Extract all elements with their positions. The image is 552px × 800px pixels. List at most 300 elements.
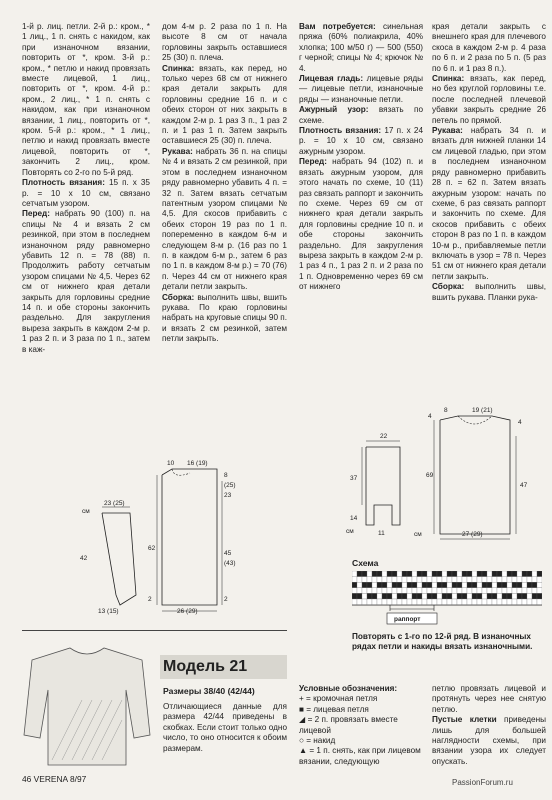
label-h2b: 2 bbox=[224, 596, 228, 603]
label-cm-2: см bbox=[346, 528, 354, 535]
chart-cell bbox=[402, 571, 407, 577]
chart-cell bbox=[482, 593, 487, 599]
chart-cell bbox=[432, 582, 437, 588]
chart-cell bbox=[427, 571, 432, 577]
legend bbox=[299, 684, 423, 767]
chart-cell bbox=[472, 599, 477, 605]
label-cm: см bbox=[82, 508, 90, 515]
diagram-3-svg bbox=[410, 402, 550, 542]
chart-cell bbox=[427, 577, 432, 583]
label-top-right-3: 19 (21) bbox=[472, 407, 493, 414]
section-divider bbox=[22, 630, 287, 631]
chart-cell bbox=[397, 571, 402, 577]
label-d25: (25) bbox=[224, 482, 236, 489]
chart-cell bbox=[457, 588, 462, 594]
chart-cell bbox=[367, 599, 372, 605]
chart-cell bbox=[412, 593, 417, 599]
chart-cell bbox=[467, 582, 472, 588]
chart-cell bbox=[512, 582, 517, 588]
chart-cell bbox=[457, 582, 462, 588]
chart-cell bbox=[442, 599, 447, 605]
density-text: 15 п. х 35 р. = 10 х 10 см, связано сетчатым узором. bbox=[22, 178, 150, 208]
chart-cell bbox=[457, 599, 462, 605]
label-h14: 14 bbox=[350, 515, 358, 522]
chart-cell bbox=[437, 571, 442, 577]
chart-cell bbox=[402, 593, 407, 599]
chart-cell bbox=[487, 588, 492, 594]
chart-cell bbox=[537, 593, 542, 599]
chart-cell bbox=[367, 571, 372, 577]
chart-cell bbox=[517, 577, 522, 583]
repeat-instructions: Повторять с 1-го по 12-й ряд. В изнаночных рядах петли и накиды вязать изнаночными. bbox=[352, 632, 533, 652]
chart-cell bbox=[492, 577, 497, 583]
front-text-2: набрать 94 (102) п. и вязать ажурным узором, для этого начать по схеме, 10 (11) раз связать раппорт и закончить по схеме. Через 69 см от нижнего края детали закрыть для горловины средние 10 п. и обе стороны закончить раздельно. Для закругления выреза закрыть в каждом 2-м р. 1 раз 4 п., 1 раз 2 п. и 2 раза по 1 п. Одновременно через 69 см от нижнего bbox=[299, 157, 423, 292]
yarn-heading: Вам потребуется: bbox=[299, 22, 376, 31]
chart-cell bbox=[362, 571, 367, 577]
chart-cell bbox=[377, 582, 382, 588]
chart-cell bbox=[522, 588, 527, 594]
chart-cell bbox=[362, 582, 367, 588]
label-d8: 8 bbox=[224, 472, 228, 479]
chart-cell bbox=[477, 582, 482, 588]
chart-cell bbox=[377, 571, 382, 577]
chart-cell bbox=[507, 593, 512, 599]
model-sizes: Размеры 38/40 (42/44) bbox=[163, 686, 255, 696]
label-w11: 11 bbox=[378, 530, 385, 537]
model-note: Отличающиеся данные для размера 42/44 приведены в скобках. Если стоит только одно число, то оно относится к обоим размерам. bbox=[163, 702, 287, 753]
chart-cell bbox=[487, 577, 492, 583]
chart-cell bbox=[472, 571, 477, 577]
chart-cell bbox=[512, 571, 517, 577]
chart-cell bbox=[482, 588, 487, 594]
chart-cell bbox=[362, 577, 367, 583]
chart-cell bbox=[462, 588, 467, 594]
chart-cell bbox=[422, 571, 427, 577]
legend-slip-continued: петлю провязать лицевой и протянуть через нее снятую петлю. bbox=[432, 684, 546, 714]
chart-cell bbox=[367, 582, 372, 588]
sweater-outline bbox=[24, 648, 150, 765]
magazine-name: VERENA 8/97 bbox=[33, 774, 87, 784]
label-h42: 42 bbox=[80, 555, 88, 562]
label-h37: 37 bbox=[350, 475, 358, 482]
chart-cell bbox=[387, 582, 392, 588]
chart-cell bbox=[352, 571, 357, 577]
chart-cell bbox=[457, 571, 462, 577]
stitch-chart-svg bbox=[352, 571, 542, 629]
chart-cell bbox=[392, 593, 397, 599]
chart-cell bbox=[352, 582, 357, 588]
chart-cell bbox=[432, 577, 437, 583]
chart-cell bbox=[512, 599, 517, 605]
chart-cell bbox=[437, 577, 442, 583]
chart-cell bbox=[397, 599, 402, 605]
chart-cell bbox=[422, 593, 427, 599]
chart-cell bbox=[392, 577, 397, 583]
chart-cell bbox=[477, 577, 482, 583]
chart-cell bbox=[477, 593, 482, 599]
chart-cell bbox=[417, 588, 422, 594]
chart-cell bbox=[437, 593, 442, 599]
chart-cell bbox=[422, 577, 427, 583]
chart-cell bbox=[467, 577, 472, 583]
text-column-4 bbox=[432, 22, 546, 303]
chart-cell bbox=[537, 588, 542, 594]
chart-cell bbox=[392, 588, 397, 594]
chart-cell bbox=[407, 599, 412, 605]
chart-cell bbox=[497, 571, 502, 577]
chart-cell bbox=[522, 571, 527, 577]
sweater-svg bbox=[22, 640, 152, 770]
site-watermark: PassionForum.ru bbox=[452, 778, 513, 787]
chart-cell bbox=[482, 577, 487, 583]
page-footer bbox=[22, 774, 86, 784]
chart-cell bbox=[517, 571, 522, 577]
chart-cell bbox=[432, 599, 437, 605]
sweater-illustration bbox=[22, 640, 152, 770]
chart-cell bbox=[427, 599, 432, 605]
chart-cell bbox=[382, 571, 387, 577]
sleeve-outline-2 bbox=[366, 447, 400, 525]
front-heading-2: Перед: bbox=[299, 157, 327, 167]
legend-slip-stitch: ▲ = 1 п. снять, как при лицевом вязании, следующую bbox=[299, 746, 421, 766]
chart-cell bbox=[447, 588, 452, 594]
chart-cell bbox=[512, 588, 517, 594]
chart-cell bbox=[532, 599, 537, 605]
label-h2a: 2 bbox=[148, 596, 152, 603]
chart-cell bbox=[352, 588, 357, 594]
density-heading: Плотность вязания: bbox=[22, 178, 105, 188]
label-top-left-3: 8 bbox=[444, 407, 448, 414]
schema-title: Схема bbox=[352, 558, 379, 568]
chart-cell bbox=[407, 588, 412, 594]
chart-cell bbox=[532, 593, 537, 599]
chart-cell bbox=[527, 599, 532, 605]
chart-cell bbox=[417, 571, 422, 577]
chart-cell bbox=[477, 571, 482, 577]
chart-grid bbox=[352, 571, 542, 605]
chart-cell bbox=[422, 599, 427, 605]
chart-cell bbox=[482, 599, 487, 605]
chart-cell bbox=[447, 593, 452, 599]
label-bottom-body: 26 (29) bbox=[177, 608, 198, 615]
chart-cell bbox=[512, 593, 517, 599]
chart-cell bbox=[492, 582, 497, 588]
chart-cell bbox=[497, 582, 502, 588]
pattern-diagram-2 bbox=[308, 425, 408, 540]
chart-cell bbox=[492, 571, 497, 577]
chart-cell bbox=[487, 571, 492, 577]
chart-cell bbox=[362, 588, 367, 594]
chart-cell bbox=[367, 577, 372, 583]
chart-cell bbox=[377, 577, 382, 583]
front-paragraph bbox=[22, 209, 150, 355]
chart-cell bbox=[357, 593, 362, 599]
chart-cell bbox=[432, 571, 437, 577]
assembly-paragraph bbox=[162, 293, 287, 345]
chart-cell bbox=[537, 599, 542, 605]
legend-edge-stitch: + = кромочная петля bbox=[299, 694, 378, 704]
assembly-paragraph-2 bbox=[432, 282, 546, 303]
chart-cell bbox=[472, 577, 477, 583]
chart-cell bbox=[522, 593, 527, 599]
chart-cell bbox=[372, 599, 377, 605]
legend-continued bbox=[432, 684, 546, 767]
front-continued: дом 4-м р. 2 раза по 1 п. На высоте 8 см от начала горловины закрыть оставшиеся 25 (30) п. плеча. bbox=[162, 22, 287, 63]
chart-cell bbox=[462, 577, 467, 583]
chart-cell bbox=[517, 588, 522, 594]
chart-cell bbox=[537, 577, 542, 583]
chart-cell bbox=[537, 571, 542, 577]
legend-title: Условные обозначения: bbox=[299, 684, 398, 693]
label-h69: 69 bbox=[426, 472, 434, 479]
chart-cell bbox=[372, 588, 377, 594]
label-width: 23 (25) bbox=[104, 500, 125, 507]
chart-cell bbox=[357, 588, 362, 594]
assembly-text-2: выполнить швы, вшить рукава. Планки рука- bbox=[432, 282, 546, 302]
density-paragraph-2 bbox=[299, 126, 423, 157]
diagram-1-svg bbox=[72, 455, 242, 615]
chart-cell bbox=[407, 593, 412, 599]
chart-cell bbox=[517, 593, 522, 599]
chart-cell bbox=[437, 582, 442, 588]
chart-cell bbox=[427, 588, 432, 594]
page-number: 46 bbox=[22, 774, 32, 784]
chart-cell bbox=[467, 571, 472, 577]
pattern-paragraph: 1-й р. лиц. петли. 2-й р.: кром., * 1 лиц., 1 п. снять с накидом, как при изнаночном вязании, повторить от *, кром. 3-й р.: кром., * петлю и накид провязать вместе лицевой, 1 лиц., повторить от *, кром. 4-й р.: кром., 2 лиц., * 1 п. снять с накидом, как при изнаночном вязании, 1 лиц., повторить от *, кром. 5-й р.: кром., * 1 лиц., петлю и накид провязать вместе лицевой, повторить от *, закончить 2 лиц., кром. Повторять со 2-го по 5-й ряд. bbox=[22, 22, 150, 177]
repeat-label: раппорт bbox=[394, 616, 421, 623]
chart-cell bbox=[402, 588, 407, 594]
chart-cell bbox=[462, 582, 467, 588]
chart-cell bbox=[517, 582, 522, 588]
chart-cell bbox=[432, 588, 437, 594]
chart-cell bbox=[412, 571, 417, 577]
chart-cell bbox=[472, 582, 477, 588]
back-heading: Спинка: bbox=[162, 63, 195, 73]
text-column-2 bbox=[162, 22, 287, 345]
lace-paragraph bbox=[299, 105, 423, 126]
chart-cell bbox=[387, 577, 392, 583]
yarn-paragraph bbox=[299, 22, 423, 74]
chart-cell bbox=[452, 582, 457, 588]
front-heading: Перед: bbox=[22, 209, 50, 219]
chart-cell bbox=[417, 599, 422, 605]
front-paragraph-2 bbox=[299, 157, 423, 292]
label-h45: 45 bbox=[224, 550, 232, 557]
chart-cell bbox=[447, 582, 452, 588]
chart-cell bbox=[397, 577, 402, 583]
legend-empty-cells bbox=[432, 715, 546, 767]
chart-cell bbox=[522, 599, 527, 605]
chart-cell bbox=[447, 577, 452, 583]
chart-cell bbox=[452, 593, 457, 599]
chart-cell bbox=[477, 599, 482, 605]
chart-cell bbox=[502, 588, 507, 594]
text-column-3 bbox=[299, 22, 423, 293]
chart-cell bbox=[407, 571, 412, 577]
chart-cell bbox=[407, 577, 412, 583]
back-text: вязать, как перед, но только через 68 см от нижнего края детали закрыть для горловины средние 16 п. и с обеих сторон от них закрыть в каждом 2-м р. 1 раз 3 п., 1 раз 2 п. и 1 раз 1 п. Затем закрыть оставшиеся 25 (30) п. плеча. bbox=[162, 63, 287, 146]
chart-cell bbox=[382, 582, 387, 588]
chart-cell bbox=[367, 588, 372, 594]
chart-cell bbox=[442, 577, 447, 583]
stitch-chart bbox=[352, 571, 542, 629]
assembly-heading-2: Сборка: bbox=[432, 282, 465, 292]
chart-cell bbox=[422, 582, 427, 588]
assembly-text: выполнить швы, вшить рукава. По краю горловины набрать на круговые спицы 90 п. и вязать 2 см резинкой, затем петли закрыть. bbox=[162, 292, 287, 344]
legend-empty-heading: Пустые клетки bbox=[432, 715, 497, 725]
chart-cell bbox=[412, 599, 417, 605]
chart-cell bbox=[377, 593, 382, 599]
chart-cell bbox=[387, 588, 392, 594]
chart-cell bbox=[492, 588, 497, 594]
chart-cell bbox=[522, 577, 527, 583]
chart-cell bbox=[482, 582, 487, 588]
chart-cell bbox=[372, 582, 377, 588]
chart-cell bbox=[417, 582, 422, 588]
chart-cell bbox=[502, 593, 507, 599]
chart-cell bbox=[527, 582, 532, 588]
sleeve-text: набрать 36 п. на спицы № 4 и вязать 2 см резинкой, при этом в последнем изнаночном ряду равномерно убавить 4 п. = 32 п. Затем вязать сетчатым патентным узором спицами № 4,5. Для скосов прибавить с обеих сторон 19 раз по 1 п. попеременно в каждом 6-м и следующем 8-м р. (16 раз по 1 п. в каждом 6-м р., затем 6 раз по 1 п. в каждом 8-м р.) = 70 (76) п. Через 44 см от нижнего края детали петли закрыть. bbox=[162, 146, 287, 292]
chart-cell bbox=[537, 582, 542, 588]
label-h62: 62 bbox=[148, 545, 156, 552]
stockinette-paragraph bbox=[299, 74, 423, 105]
chart-cell bbox=[502, 582, 507, 588]
label-top-right: 16 (19) bbox=[187, 460, 208, 467]
chart-cell bbox=[447, 599, 452, 605]
lace-heading: Ажурный узор: bbox=[299, 105, 369, 115]
chart-cell bbox=[442, 593, 447, 599]
chart-cell bbox=[352, 599, 357, 605]
label-top-left: 10 bbox=[167, 460, 175, 467]
sleeve-heading: Рукава: bbox=[162, 146, 193, 156]
chart-cell bbox=[397, 593, 402, 599]
chart-cell bbox=[377, 588, 382, 594]
chart-cell bbox=[497, 599, 502, 605]
model-title: Модель 21 bbox=[163, 658, 248, 675]
chart-cell bbox=[502, 599, 507, 605]
chart-cell bbox=[417, 577, 422, 583]
chart-cell bbox=[497, 593, 502, 599]
chart-cell bbox=[427, 593, 432, 599]
chart-cell bbox=[462, 593, 467, 599]
back-heading-2: Спинка: bbox=[432, 74, 465, 84]
sleeve-paragraph bbox=[162, 147, 287, 293]
chart-cell bbox=[397, 582, 402, 588]
chart-cell bbox=[437, 599, 442, 605]
chart-cell bbox=[532, 588, 537, 594]
legend-empty-text: приведены лишь для большей наглядности схемы, при вязании узора их следует опускать. bbox=[432, 715, 546, 766]
chart-cell bbox=[357, 571, 362, 577]
label-bottom-3: 27 (29) bbox=[462, 531, 483, 538]
chart-cell bbox=[387, 599, 392, 605]
chart-cell bbox=[417, 593, 422, 599]
chart-cell bbox=[402, 582, 407, 588]
front-text: набрать 90 (100) п. на спицы № 4 и вязать 2 см резинкой, при этом в последнем изнаночном ряду равномерно убавить 12 п. = 78 (88) п. Продолжить работу сетчатым узором спицами № 4,5. Через 62 см от нижнего края детали закрыть для горловины средние 14 п. и обе стороны закончить раздельно. Для закругления выреза закрыть в каждом 2-м р. 1 раз 2 п. и 3 раза по 1 п., затем в каж- bbox=[22, 209, 150, 354]
neckline bbox=[172, 469, 190, 475]
chart-cell bbox=[517, 599, 522, 605]
back-paragraph-2 bbox=[432, 74, 546, 126]
chart-cell bbox=[372, 571, 377, 577]
chart-cell bbox=[427, 582, 432, 588]
chart-cell bbox=[507, 582, 512, 588]
chart-cell bbox=[387, 593, 392, 599]
chart-cell bbox=[507, 588, 512, 594]
chart-cell bbox=[497, 577, 502, 583]
label-d23: 23 bbox=[224, 492, 232, 499]
chart-cell bbox=[412, 588, 417, 594]
chart-cell bbox=[487, 593, 492, 599]
pattern-diagram-1 bbox=[72, 455, 242, 615]
chart-cell bbox=[477, 588, 482, 594]
chart-cell bbox=[452, 577, 457, 583]
chart-cell bbox=[392, 582, 397, 588]
chart-cell bbox=[382, 593, 387, 599]
chart-cell bbox=[502, 577, 507, 583]
chart-cell bbox=[452, 599, 457, 605]
chart-cell bbox=[457, 577, 462, 583]
assembly-heading: Сборка: bbox=[162, 292, 195, 302]
chart-cell bbox=[497, 588, 502, 594]
sleeve-text-2: набрать 34 п. и вязать для нижней планки 14 см лицевой гладью, при этом в последнем изнаночном ряду равномерно прибавить 28 п. = 62 п. Затем вязать ажурным узором: начать по схеме, 6 раз связать раппорт и закончить по схеме. Для скосов прибавить с обеих сторон 8 раз по 1 п. в каждом 10-м р., прибавляемые петли включать в узор = 78 п. Через 51 см от нижнего края детали петли закрыть. bbox=[432, 126, 546, 281]
chart-cell bbox=[442, 571, 447, 577]
chart-cell bbox=[362, 593, 367, 599]
label-h43: (43) bbox=[224, 560, 236, 567]
body-outline bbox=[162, 469, 217, 605]
chart-cell bbox=[492, 593, 497, 599]
chart-cell bbox=[387, 571, 392, 577]
chart-cell bbox=[392, 571, 397, 577]
label-d4b: 4 bbox=[518, 419, 522, 426]
chart-cell bbox=[452, 588, 457, 594]
neckline-2 bbox=[458, 416, 492, 424]
chart-cell bbox=[512, 577, 517, 583]
body-outline-2 bbox=[440, 416, 510, 534]
chart-cell bbox=[527, 593, 532, 599]
chart-cell bbox=[407, 582, 412, 588]
chart-cell bbox=[487, 599, 492, 605]
chart-cell bbox=[472, 593, 477, 599]
chart-cell bbox=[532, 571, 537, 577]
chart-cell bbox=[507, 577, 512, 583]
chart-cell bbox=[392, 599, 397, 605]
chart-cell bbox=[527, 577, 532, 583]
label-d4a: 4 bbox=[428, 413, 432, 420]
chart-cell bbox=[397, 588, 402, 594]
chart-cell bbox=[462, 599, 467, 605]
chart-cell bbox=[507, 571, 512, 577]
chart-cell bbox=[357, 582, 362, 588]
chart-cell bbox=[527, 588, 532, 594]
chart-cell bbox=[507, 599, 512, 605]
text-column-1 bbox=[22, 22, 150, 355]
chart-cell bbox=[412, 582, 417, 588]
chart-cell bbox=[527, 571, 532, 577]
chart-cell bbox=[437, 588, 442, 594]
chart-cell bbox=[532, 582, 537, 588]
sleeve-heading-2: Рукава: bbox=[432, 126, 463, 136]
chart-cell bbox=[502, 571, 507, 577]
chart-cell bbox=[452, 571, 457, 577]
diagram-2-svg bbox=[308, 425, 408, 540]
label-bottom-sleeve: 13 (15) bbox=[98, 608, 119, 615]
chart-cell bbox=[352, 593, 357, 599]
chart-cell bbox=[432, 593, 437, 599]
chart-cell bbox=[522, 582, 527, 588]
chart-cell bbox=[382, 577, 387, 583]
chart-cell bbox=[362, 599, 367, 605]
density-paragraph bbox=[22, 178, 150, 209]
chart-cell bbox=[367, 593, 372, 599]
